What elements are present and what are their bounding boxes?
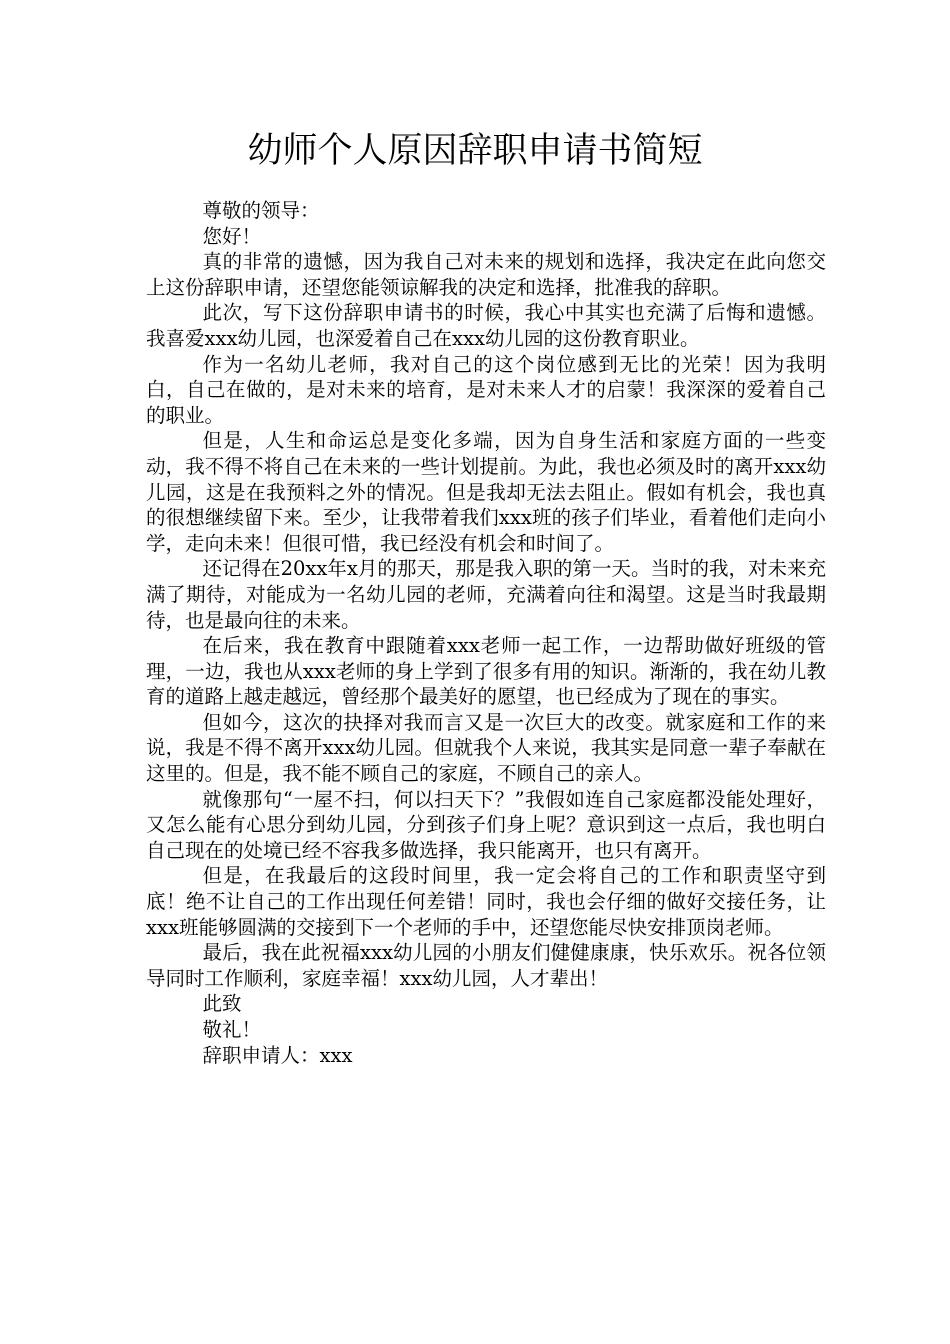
body-paragraph: 就像那句“一屋不扫，何以扫天下？”我假如连自己家庭都没能处理好，又怎么能有心思分到幼儿园，分到孩子们身上呢？意识到这一点后，我也明白自己现在的处境已经不容我多做选择，我只能离开，也只有离开。	[146, 787, 826, 862]
signature: 辞职申请人：xxx	[202, 1043, 353, 1067]
body-paragraph: 但是，人生和命运总是变化多端，因为自身生活和家庭方面的一些变动，我不得不将自己在未来的一些计划提前。为此，我也必须及时的离开xxx幼儿园，这是在我预料之外的情况。但是我却无法去阻止。假如有机会，我也真的很想继续留下来。至少，让我带着我们xxx班的孩子们毕业，看着他们走向小学，走向未来！但很可惜，我已经没有机会和时间了。	[146, 429, 826, 555]
greeting: 您好！	[202, 224, 262, 248]
salutation: 尊敬的领导：	[202, 199, 320, 222]
body-paragraph: 真的非常的遗憾，因为我自己对未来的规划和选择，我决定在此向您交上这份辞职申请，还望您能领谅解我的决定和选择，批准我的辞职。	[146, 250, 826, 299]
body-paragraph: 在后来，我在教育中跟随着xxx老师一起工作，一边帮助做好班级的管理，一边，我也从xxx老师的身上学到了很多有用的知识。渐渐的，我在幼儿教育的道路上越走越远，曾经那个最美好的愿望，也已经成为了现在的事实。	[146, 634, 826, 709]
body-paragraph: 但是，在我最后的这段时间里，我一定会将自己的工作和职责坚守到底！绝不让自己的工作出现任何差错！同时，我也会仔细的做好交接任务，让xxx班能够圆满的交接到下一个老师的手中，还望您能尽快安排顶岗老师。	[146, 864, 826, 939]
body-paragraph: 最后，我在此祝福xxx幼儿园的小朋友们健健康康，快乐欢乐。祝各位领导同时工作顺利，家庭幸福！xxx幼儿园，人才辈出！	[146, 941, 826, 990]
document-body	[146, 198, 826, 1068]
closing-salute: 敬礼！	[202, 1018, 262, 1041]
body-paragraph: 此次，写下这份辞职申请书的时候，我心中其实也充满了后悔和遗憾。我喜爱xxx幼儿园，也深爱着自己在xxx幼儿园的这份教育职业。	[146, 301, 826, 350]
body-paragraph: 作为一名幼儿老师，我对自己的这个岗位感到无比的光荣！因为我明白，自己在做的，是对未来的培育，是对未来人才的启蒙！我深深的爱着自己的职业。	[146, 352, 826, 427]
body-paragraph: 还记得在20xx年x月的那天，那是我入职的第一天。当时的我，对未来充满了期待，对能成为一名幼儿园的老师，充满着向往和渴望。这是当时我最期待，也是最向往的未来。	[146, 557, 826, 632]
document-title: 幼师个人原因辞职申请书简短	[247, 131, 703, 171]
closing-line: 此致	[202, 992, 242, 1016]
body-paragraph: 但如今，这次的抉择对我而言又是一次巨大的改变。就家庭和工作的来说，我是不得不离开xxx幼儿园。但就我个人来说，我其实是同意一辈子奉献在这里的。但是，我不能不顾自己的家庭，不顾自己的亲人。	[146, 710, 826, 786]
